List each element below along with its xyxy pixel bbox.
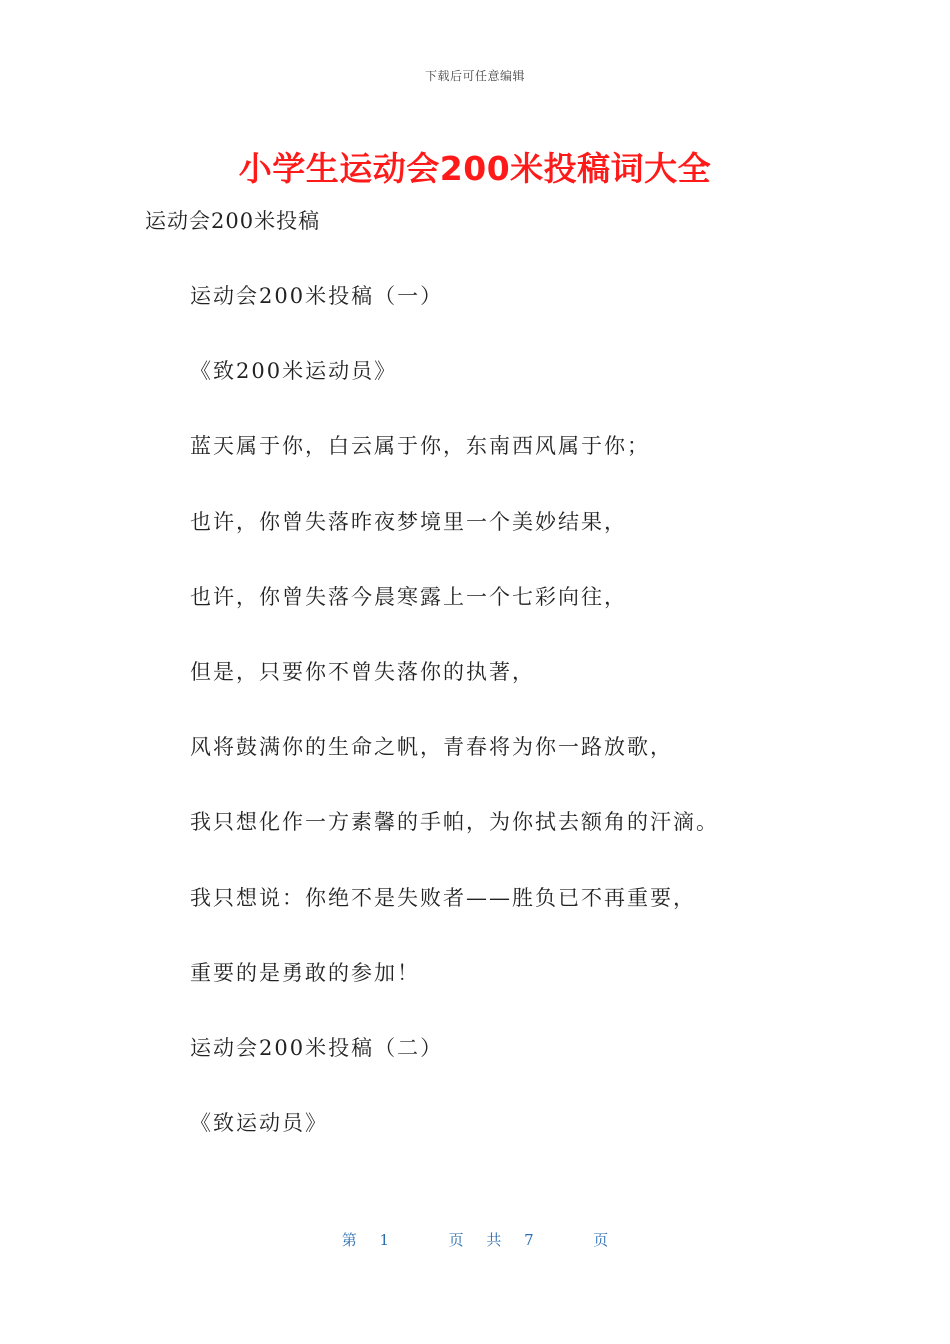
document-title: 小学生运动会200米投稿词大全 bbox=[238, 149, 712, 188]
poem-line: 重要的是勇敢的参加！ bbox=[190, 960, 420, 985]
section-heading: 运动会200米投稿 bbox=[145, 209, 321, 233]
subsection-heading: 运动会200米投稿（二） bbox=[190, 1035, 444, 1060]
body-text bbox=[190, 281, 890, 1183]
footer-current-page: 1 bbox=[379, 1231, 390, 1249]
footer-label-total: 页 共 bbox=[448, 1231, 502, 1249]
poem-line: 蓝天属于你，白云属于你，东南西风属于你； bbox=[190, 434, 650, 459]
poem-line: 风将鼓满你的生命之帆，青春将为你一路放歌， bbox=[190, 735, 673, 760]
poem-line: 我只想化作一方素馨的手帕，为你拭去额角的汗滴。 bbox=[190, 810, 719, 835]
poem-line: 但是，只要你不曾失落你的执著， bbox=[190, 659, 535, 684]
header-note: 下载后可任意编辑 bbox=[424, 69, 525, 83]
poem-line: 我只想说：你绝不是失败者——胜负已不再重要， bbox=[190, 885, 696, 910]
poem-line: 也许，你曾失落今晨寒露上一个七彩向往， bbox=[190, 584, 627, 609]
footer-total-pages: 7 bbox=[524, 1231, 534, 1249]
footer-label-end: 页 bbox=[593, 1231, 609, 1249]
subsection-heading: 运动会200米投稿（一） bbox=[190, 284, 444, 308]
poem-title: 《致运动员》 bbox=[190, 1111, 328, 1136]
poem-title: 《致200米运动员》 bbox=[190, 359, 398, 384]
footer-label-page: 第 bbox=[341, 1231, 357, 1249]
page-footer bbox=[0, 1229, 950, 1250]
poem-line: 也许，你曾失落昨夜梦境里一个美妙结果， bbox=[190, 509, 627, 534]
